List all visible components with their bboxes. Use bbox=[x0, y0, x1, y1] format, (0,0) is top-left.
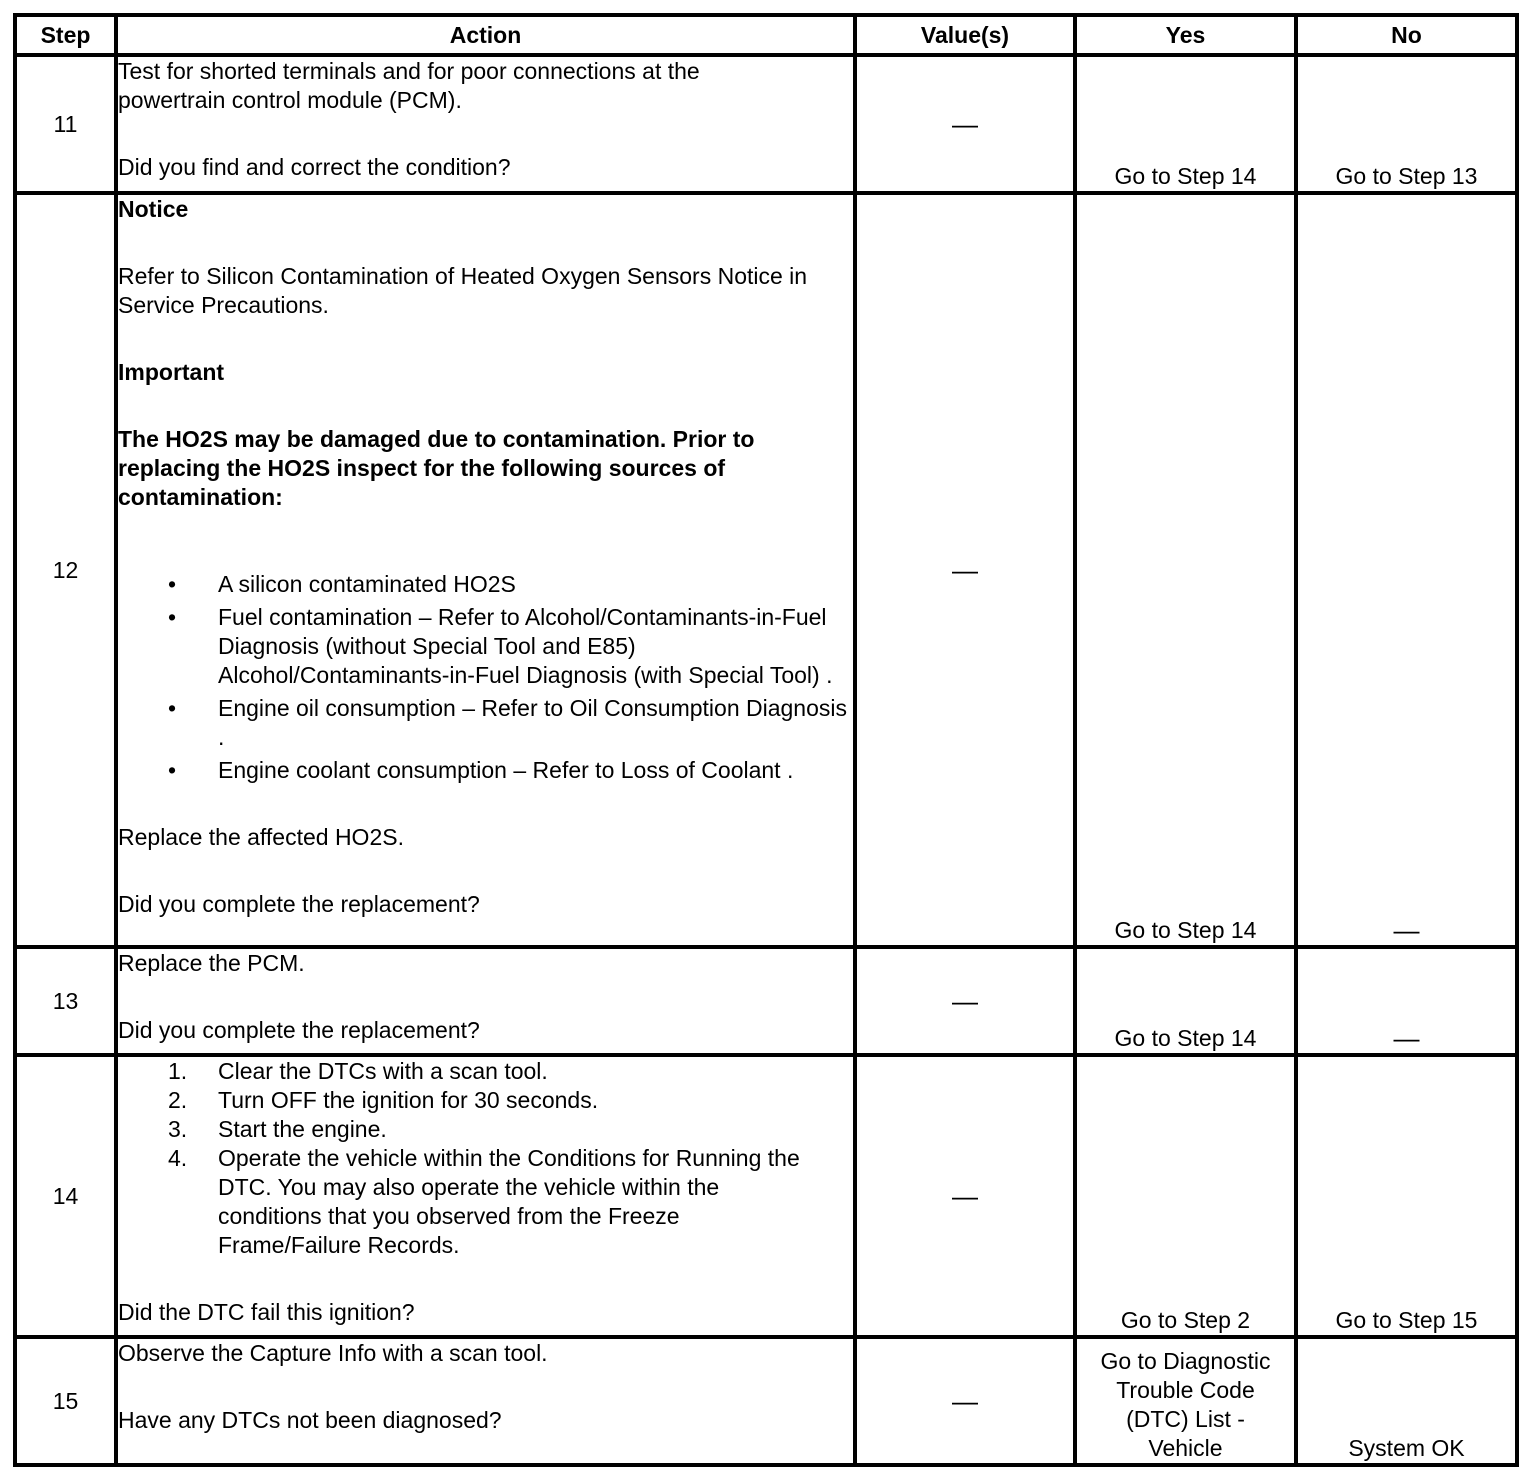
no-outcome: Go to Step 15 bbox=[1296, 1055, 1517, 1337]
header-no: No bbox=[1296, 15, 1517, 55]
step-number: 14 bbox=[15, 1055, 116, 1337]
list-item: 1. Clear the DTCs with a scan tool. bbox=[168, 1058, 548, 1084]
action-question: Did the DTC fail this ignition? bbox=[118, 1299, 415, 1325]
action-question: Have any DTCs not been diagnosed? bbox=[118, 1407, 502, 1433]
contamination-list bbox=[118, 570, 853, 785]
bullet-icon: • bbox=[168, 757, 177, 783]
action-cell bbox=[116, 193, 855, 947]
no-outcome: — bbox=[1296, 947, 1517, 1055]
list-item: 4. Operate the vehicle within the Conditions for Running the DTC. You may also operate the vehicle within the conditions that you observed from the Freeze Frame/Failure Records. bbox=[168, 1145, 800, 1258]
value-cell: — bbox=[855, 1337, 1075, 1465]
value-cell: — bbox=[855, 947, 1075, 1055]
table-row-step-11 bbox=[15, 55, 1517, 193]
table-row-step-13 bbox=[15, 947, 1517, 1055]
action-text: Test for shorted terminals and for poor connections at the powertrain control module (PCM). bbox=[118, 58, 700, 113]
action-question: Did you complete the replacement? bbox=[118, 891, 480, 917]
step-ordinal: 4. bbox=[168, 1145, 188, 1171]
step-number: 11 bbox=[15, 55, 116, 193]
bullet-icon: • bbox=[168, 695, 177, 721]
yes-outcome: Go to Step 14 bbox=[1075, 947, 1296, 1055]
list-item: • Engine coolant consumption – Refer to Loss of Coolant . bbox=[168, 757, 794, 783]
no-outcome: — bbox=[1296, 193, 1517, 947]
action-cell bbox=[116, 55, 855, 193]
action-cell bbox=[116, 1337, 855, 1465]
action-question: Did you find and correct the condition? bbox=[118, 154, 511, 180]
step-ordinal: 1. bbox=[168, 1058, 188, 1084]
action-text: Replace the affected HO2S. bbox=[118, 824, 404, 850]
value-cell: — bbox=[855, 193, 1075, 947]
action-cell bbox=[116, 1055, 855, 1337]
list-item: • Engine oil consumption – Refer to Oil Consumption Diagnosis . bbox=[168, 695, 847, 750]
bullet-icon: • bbox=[168, 571, 177, 597]
no-outcome: System OK bbox=[1296, 1337, 1517, 1465]
header-row bbox=[15, 15, 1517, 55]
bullet-icon: • bbox=[168, 604, 177, 630]
value-cell: — bbox=[855, 1055, 1075, 1337]
header-values: Value(s) bbox=[855, 15, 1075, 55]
step-number: 12 bbox=[15, 193, 116, 947]
no-outcome: Go to Step 13 bbox=[1296, 55, 1517, 193]
action-cell bbox=[116, 947, 855, 1055]
value-cell: — bbox=[855, 55, 1075, 193]
table-row-step-12 bbox=[15, 193, 1517, 947]
notice-heading: Notice bbox=[118, 196, 189, 222]
diagnostic-table bbox=[13, 13, 1519, 1467]
list-item: 3. Start the engine. bbox=[168, 1116, 387, 1142]
list-item: • A silicon contaminated HO2S bbox=[168, 571, 516, 597]
list-item: • Fuel contamination – Refer to Alcohol/Contaminants-in-Fuel Diagnosis (without Special Tool and E85) Alcohol/Contaminants-in-Fuel Diagnosis (with Special Tool) . bbox=[168, 604, 833, 688]
yes-outcome: Go to Step 2 bbox=[1075, 1055, 1296, 1337]
notice-text: Refer to Silicon Contamination of Heated Oxygen Sensors Notice in Service Precautions. bbox=[118, 263, 808, 318]
yes-outcome: Go to Step 14 bbox=[1075, 55, 1296, 193]
important-heading: Important bbox=[118, 359, 225, 385]
step-ordinal: 3. bbox=[168, 1116, 188, 1142]
step-number: 15 bbox=[15, 1337, 116, 1465]
header-yes: Yes bbox=[1075, 15, 1296, 55]
table-row-step-14 bbox=[15, 1055, 1517, 1337]
header-action: Action bbox=[116, 15, 855, 55]
list-item: 2. Turn OFF the ignition for 30 seconds. bbox=[168, 1087, 599, 1113]
action-text: Observe the Capture Info with a scan tool. bbox=[118, 1340, 548, 1366]
action-question: Did you complete the replacement? bbox=[118, 1017, 480, 1043]
step-ordinal: 2. bbox=[168, 1087, 188, 1113]
yes-outcome: Go to Diagnostic Trouble Code (DTC) List - Vehicle bbox=[1075, 1337, 1296, 1465]
important-text: The HO2S may be damaged due to contamination. Prior to replacing the HO2S inspect for the following sources of contamination: bbox=[118, 426, 755, 510]
yes-outcome: Go to Step 14 bbox=[1075, 193, 1296, 947]
procedure-list bbox=[118, 1057, 853, 1260]
table-row-step-15 bbox=[15, 1337, 1517, 1465]
action-text: Replace the PCM. bbox=[118, 950, 305, 976]
step-number: 13 bbox=[15, 947, 116, 1055]
header-step: Step bbox=[15, 15, 116, 55]
